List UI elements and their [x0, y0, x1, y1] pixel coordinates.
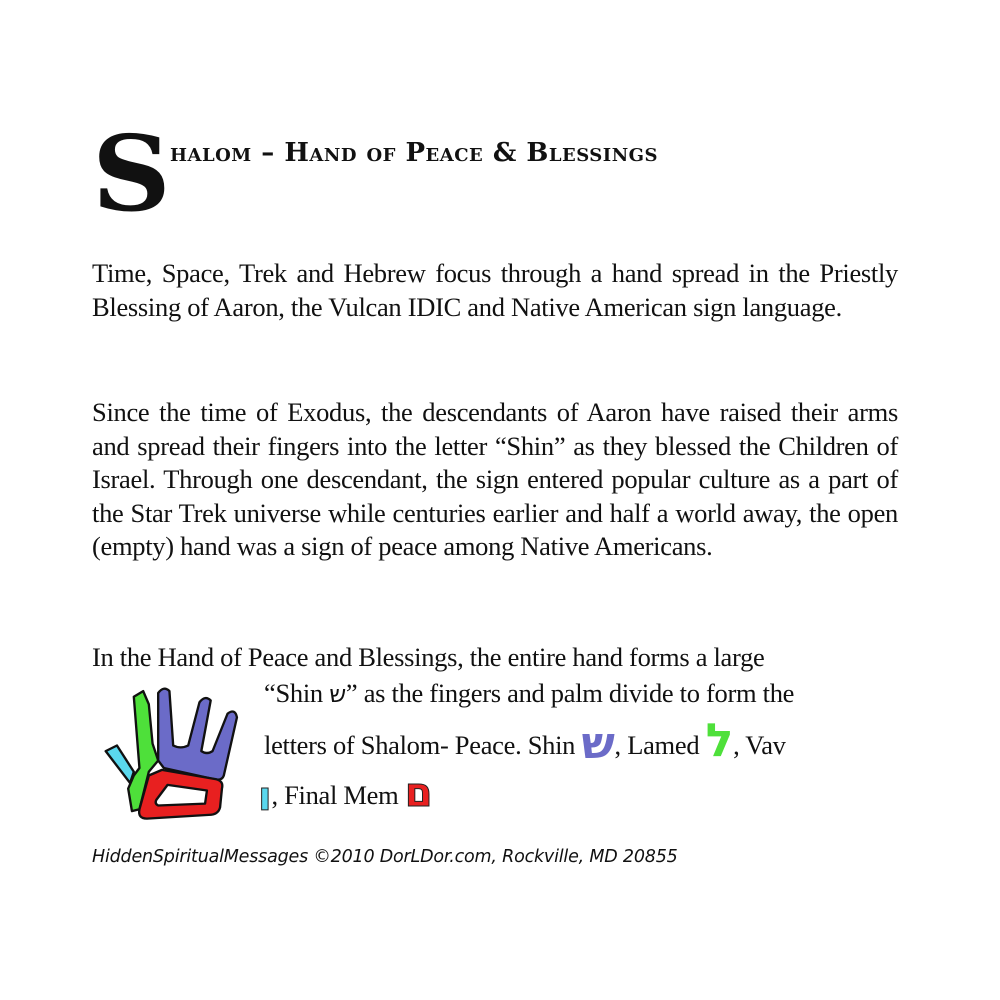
- text-segment: , Final Mem: [271, 780, 405, 810]
- text-segment: letters of Shalom- Peace. Shin: [264, 730, 582, 760]
- lamed-letter-icon: ל: [705, 713, 734, 767]
- shin-letter-icon: ש: [581, 718, 615, 769]
- text-segment: ” as the fingers and palm divide to form the: [345, 678, 795, 708]
- paragraph-hand-line2: [264, 677, 794, 712]
- paragraph-hand-line3: [264, 713, 786, 769]
- text-segment: , Vav: [733, 730, 786, 760]
- vav-letter-icon: ו: [258, 774, 272, 820]
- paragraph-hand-line1: In the Hand of Peace and Blessings, the entire hand forms a large: [92, 642, 765, 672]
- paragraph-history: Since the time of Exodus, the descendants of Aaron have raised their arms and spread their fingers into the letter “Shin” as they blessed the Children of Israel. Through one descendant, the sign entered popular culture as a part of the Star Trek universe while centuries earlier and half a world away, the open (empty) hand was a sign of peace among Native Americans.: [92, 397, 898, 561]
- text-segment: “Shin: [264, 678, 330, 708]
- shin-inline-glyph: ש: [329, 680, 346, 708]
- title-drop-cap: S: [92, 112, 169, 235]
- text-segment: , Lamed: [614, 730, 706, 760]
- footer-credit: HiddenSpiritualMessages ©2010 DorLDor.com, Rockville, MD 20855: [92, 847, 678, 867]
- paragraph-hand-line4: [258, 770, 433, 820]
- page-title: [92, 112, 912, 235]
- hand-of-peace-icon: [96, 678, 256, 828]
- paragraph-intro: Time, Space, Trek and Hebrew focus through a hand spread in the Priestly Blessing of Aaron, the Vulcan IDIC and Native American sign language.: [92, 258, 898, 322]
- title-text: halom – Hand of Peace & Blessings: [170, 138, 659, 168]
- final-mem-letter-icon: ם: [404, 770, 433, 816]
